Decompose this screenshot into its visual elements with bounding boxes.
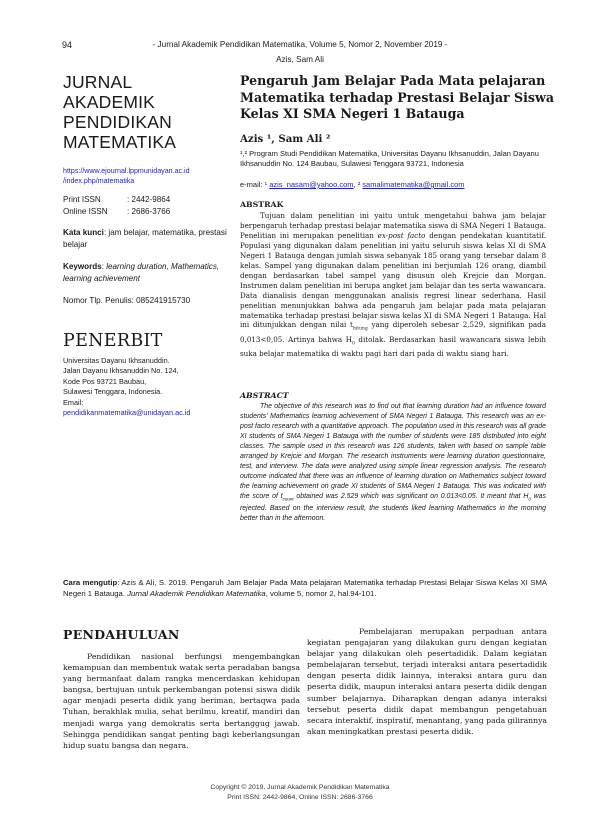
running-authors: Azis, Sam Ali [276,55,324,64]
h-subscript: 0 [351,341,355,347]
email1-superscript: ¹ [264,180,270,189]
article-authors: Azis ¹, Sam Ali ² [240,133,331,145]
section-heading-pendahuluan: PENDAHULUAN [63,627,180,642]
abstract-text: was rejected. Based on the interview result, the students liked learning Mathematics in the morning better than in the afternoon. [240,492,546,522]
print-issn-label: Print ISSN [63,195,101,204]
penerbit-line: Sulawesi Tenggara, Indonesia. [63,387,163,397]
citation-text: , volume 5, nomor 2, hal.94-101. [265,589,377,598]
print-issn [63,194,170,206]
abstract-text: The objective of this research was to find out that learning duration had an influence toward students' Mathematics learning achievement of SMA Negeri 1 Batauga. This research was an ex-post facto research with a quantitative approach. The population used in this research was all grade XI students of SMA Negeri 1 Batauga with the number of students were 185 distributed into eight classes. The sample used in this research was 126 students, taken with based on sample table arranged by Krejcie and Morgan. The research instruments were learning duration questionnaire, test, and interview. The data were analyzed using simple linear regression analysis. The research outcome indicated that there was an influence of learning duration on Mathematics subject toward the learning achievement on grade XI students of SMA Negeri 1 Batauga. This was indicated with the score of t [240,403,546,500]
author-emails [240,180,465,189]
citation-text: : Azis & Ali, S. 2019. Pengaruh Jam Belajar Pada Mata pelajaran Matematika terhadap Prestasi Belajar Siswa Kelas XI SMA Negeri 1 Batauga. [63,578,547,598]
penerbit-email-link[interactable]: pendidikanmatematika@unidayan.ac.id [63,408,191,418]
penerbit-line: Email: [63,397,84,407]
print-issn-value: : 2442-9864 [127,195,171,204]
citation-label: Cara mengutip [63,578,118,587]
intro-paragraph-left [63,651,300,751]
abstrak-paragraph [240,211,546,359]
issn-block [63,194,170,217]
email2-superscript: ² [357,180,363,189]
keywords-separator: : [101,262,107,271]
penerbit-line: Universitas Dayanu Ikhsanuddin. [63,356,170,365]
email-label: e-mail: [240,180,265,189]
author-affiliation: ¹,² Program Studi Pendidikan Matematika, Universitas Dayanu Ikhsanuddin, Jalan Dayanu Ikhsanuddin No. 124 Baubau, Sulawesi Tenggara 93721, Indonesia [240,149,539,169]
page-footer [0,783,600,802]
penerbit-title: PENERBIT [63,331,163,351]
penerbit-line: Jalan Dayanu Ikhsanuddin No. 124, [63,366,179,376]
keywords-label: Keywords [63,262,102,271]
abstrak-italic: ex-post facto [377,230,426,240]
journal-name-line: JURNAL [63,72,133,92]
citation-journal: Jurnal Akademik Pendidikan Matematika [127,589,266,598]
journal-url-line1[interactable]: https://www.ejournal.lppmunidayan.ac.id [63,167,190,175]
t-subscript: count [282,495,294,501]
running-head: - Jurnal Akademik Pendidikan Matematika, Volume 5, Nomor 2, November 2019 - [152,40,448,49]
kata-kunci [63,227,233,250]
kata-kunci-label: Kata kunci [63,228,104,237]
online-issn-label: Online ISSN [63,206,108,216]
penerbit-line: Kode Pos 93721 Baubau, [63,376,147,386]
footer-issn: Print ISSN: 2442-9864, Online ISSN: 2686-3766 [227,793,373,801]
abstrak-heading: ABSTRAK [240,200,284,209]
keywords-value: learning duration, Mathematics, learning achievement [63,262,220,283]
h-subscript: 0 [528,495,531,501]
email-separator: , [353,180,358,189]
t-subscript: hitung [352,326,368,332]
intro-paragraph-right [307,626,547,737]
online-issn-value: : 2686-3766 [127,206,171,216]
abstrak-text: dengan pendekatan kuantitatif. Populasi yang digunakan dalam penelitian ini yaitu seluruh siswa kelas XI di SMA Negeri 1 Batauga dengan jumlah siswa sebanyak 185 orang yang tersebar dalam 8 kelas. Sampel yang digunakan dalam penelitian ini berjumlah 126 orang, diambil dengan berdasarkan tabel sampel yang disusun oleh Krejcie dan Morgan. Instrumen dalam penelitian ini berupa angket jam belajar dan tes serta wawancara. Data dianalisis dengan menggunakan analisis regresi linear sederhana. Hasil penelitian menunjukkan bahwa ada pengaruh jam belajar pada mata pelajaran matematika terhadap prestasi belajar siswa kelas XI di SMA Negeri 1 Batauga. Hal ini ditunjukkan dengan nilai t [240,230,546,330]
email1-link[interactable]: azis_nasam@yahoo.com [269,180,354,189]
abstrak-text: Tujuan dalam penelitian ini yaitu untuk mengetahui bahwa jam belajar berpengaruh terhadap prestasi belajar matematika siswa di SMA Negeri 1 Batauga. Penelitian ini merupakan penelitian [240,211,546,240]
article-title: Pengaruh Jam Belajar Pada Mata pelajaran Matematika terhadap Prestasi Belajar Siswa Kelas XI SMA Negeri 1 Batauga [240,73,554,122]
online-issn [63,206,170,218]
journal-name [63,72,238,152]
penerbit-address [63,356,243,418]
intro-text: Pendidikan nasional berfungsi mengembangkan kemampuan dan membentuk watak serta peradaban bangsa yang bermanfaat dalam rangka mencerdaskan kehidupan bangsa, bertujuan untuk perkembangan potensi siswa didik agar menjadi peserta didik yang beriman, bertaqwa pada Tuhan, berakhlak mulia, sehat berilmu, kreatif, mandiri dan menjadi warga yang demokratis serta bertanggug jawab. Sehingga pendidikan sangat penting bagi keberlangsungan hidup suatu bangsa dan negara. [63,652,300,750]
journal-url-link[interactable] [63,166,243,186]
footer-copyright: Copyright © 2019, Jurnal Akademik Pendidikan Matematika [210,784,390,791]
page-number: 94 [62,40,73,50]
journal-name-line: MATEMATIKA [63,132,177,152]
citation [63,577,547,599]
journal-name-line: AKADEMIK [63,92,156,112]
abstract-paragraph [240,402,546,524]
journal-name-line: PENDIDIKAN [63,112,172,132]
intro-text: Pembelajaran merupakan perpaduan antara kegiatan pengajaran yang dilakukan guru dengan kegiatan belajar yang dilakukan oleh pesertadidik. Dalam kegiatan pembelajaran tersebut, terjadi interaksi antara pesertadidik dengan peserta didik lainnya, interaksi antara guru dan peserta didik, maupun interaksi antara peserta didik dengan sumber belajarnya. Diharapkan dengan adanya interaksi tersebut peserta didik dapat membangun pengetahuan secara interaktif, inspiratif, menantang, yang pada gilirannya akan meningkatkan prestasi peserta didik. [307,627,547,736]
abstrak-text: ditolak. Berdasarkan hasil wawancara siswa lebih suka belajar matematika di waktu pagi hari dari pada di waktu siang hari. [240,334,546,359]
journal-url-line2[interactable]: /index.php/matematika [63,177,135,185]
author-phone: Nomor Tlp. Penulis: 085241915730 [63,296,191,305]
email2-link[interactable]: samalimatematika@gmail.com [362,180,465,189]
abstract-heading: ABSTRACT [240,391,289,400]
kata-kunci-value: : jam belajar, matematika, prestasi belajar [63,228,227,249]
abstrak-text: yang diperoleh sebesar 2,529, signifikan pada 0,013<0,05. Artinya bahwa H [240,320,546,344]
keywords [63,261,243,284]
abstract-text: obtained was 2.529 which was significant on 0.013<0.05. It meant that H [293,492,529,500]
